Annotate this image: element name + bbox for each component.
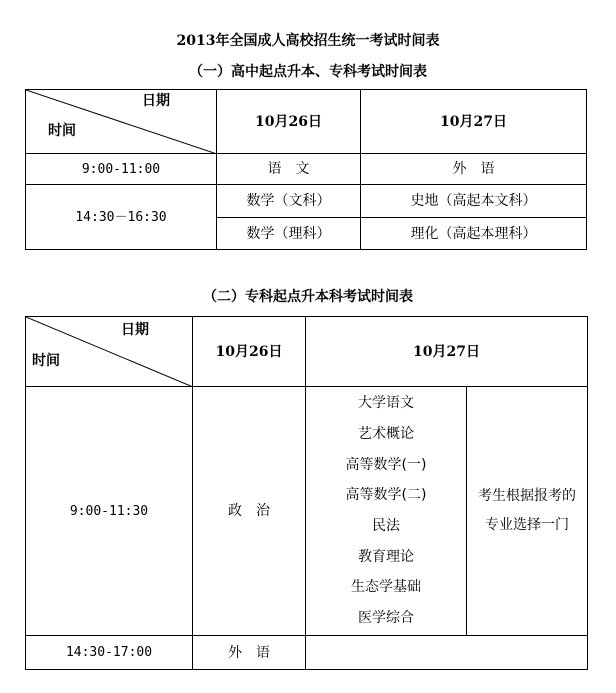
header-time-label: 时间	[48, 123, 76, 139]
elective-subject: 医学综合	[358, 610, 414, 627]
time-cell: 14:30-17:00	[26, 636, 193, 670]
elective-subject: 艺术概论	[358, 425, 414, 442]
header-day1: 10月26日	[193, 317, 306, 387]
header-date-label: 日期	[142, 93, 170, 109]
time-cell: 14:30－16:30	[26, 185, 217, 250]
subject-cell: 语 文	[217, 154, 361, 185]
subject-cell: 外 语	[193, 636, 306, 670]
subject-cell: 政 治	[193, 387, 306, 636]
time-cell: 9:00-11:00	[26, 154, 217, 185]
header-day2: 10月27日	[361, 90, 587, 154]
header-day2: 10月27日	[306, 317, 588, 387]
subject-cell: 外 语	[361, 154, 587, 185]
diagonal-header-cell	[26, 90, 217, 154]
section2-heading: （二）专科起点升本科考试时间表	[203, 289, 413, 305]
subject-cell: 数学（文科）	[217, 185, 361, 218]
elective-subject: 高等数学(二)	[345, 487, 427, 504]
page-title: 2013年全国成人高校招生统一考试时间表	[176, 33, 440, 49]
elective-subject: 生态学基础	[351, 579, 421, 596]
elective-subject: 民法	[372, 518, 400, 534]
schedule-table-2	[25, 316, 588, 670]
elective-subject: 高等数学(一)	[345, 456, 427, 473]
elective-subject-list	[306, 387, 467, 636]
schedule-table-1	[25, 89, 587, 250]
elective-subject: 教育理论	[358, 548, 414, 565]
elective-subject: 大学语文	[358, 395, 414, 412]
subject-cell: 史地（高起本文科）	[361, 185, 587, 218]
diagonal-header-cell	[26, 317, 193, 387]
empty-cell	[306, 636, 588, 670]
subject-cell: 理化（高起本理科）	[361, 218, 587, 250]
elective-note: 考生根据报考的专业选择一门	[467, 387, 588, 636]
diagonal-line	[26, 317, 193, 387]
section1-heading: （一）高中起点升本、专科考试时间表	[189, 64, 427, 80]
diagonal-line	[26, 90, 217, 154]
subject-cell: 数学（理科）	[217, 218, 361, 250]
header-time-label: 时间	[32, 353, 60, 369]
header-date-label: 日期	[121, 322, 149, 338]
header-day1: 10月26日	[217, 90, 361, 154]
time-cell: 9:00-11:30	[26, 387, 193, 636]
